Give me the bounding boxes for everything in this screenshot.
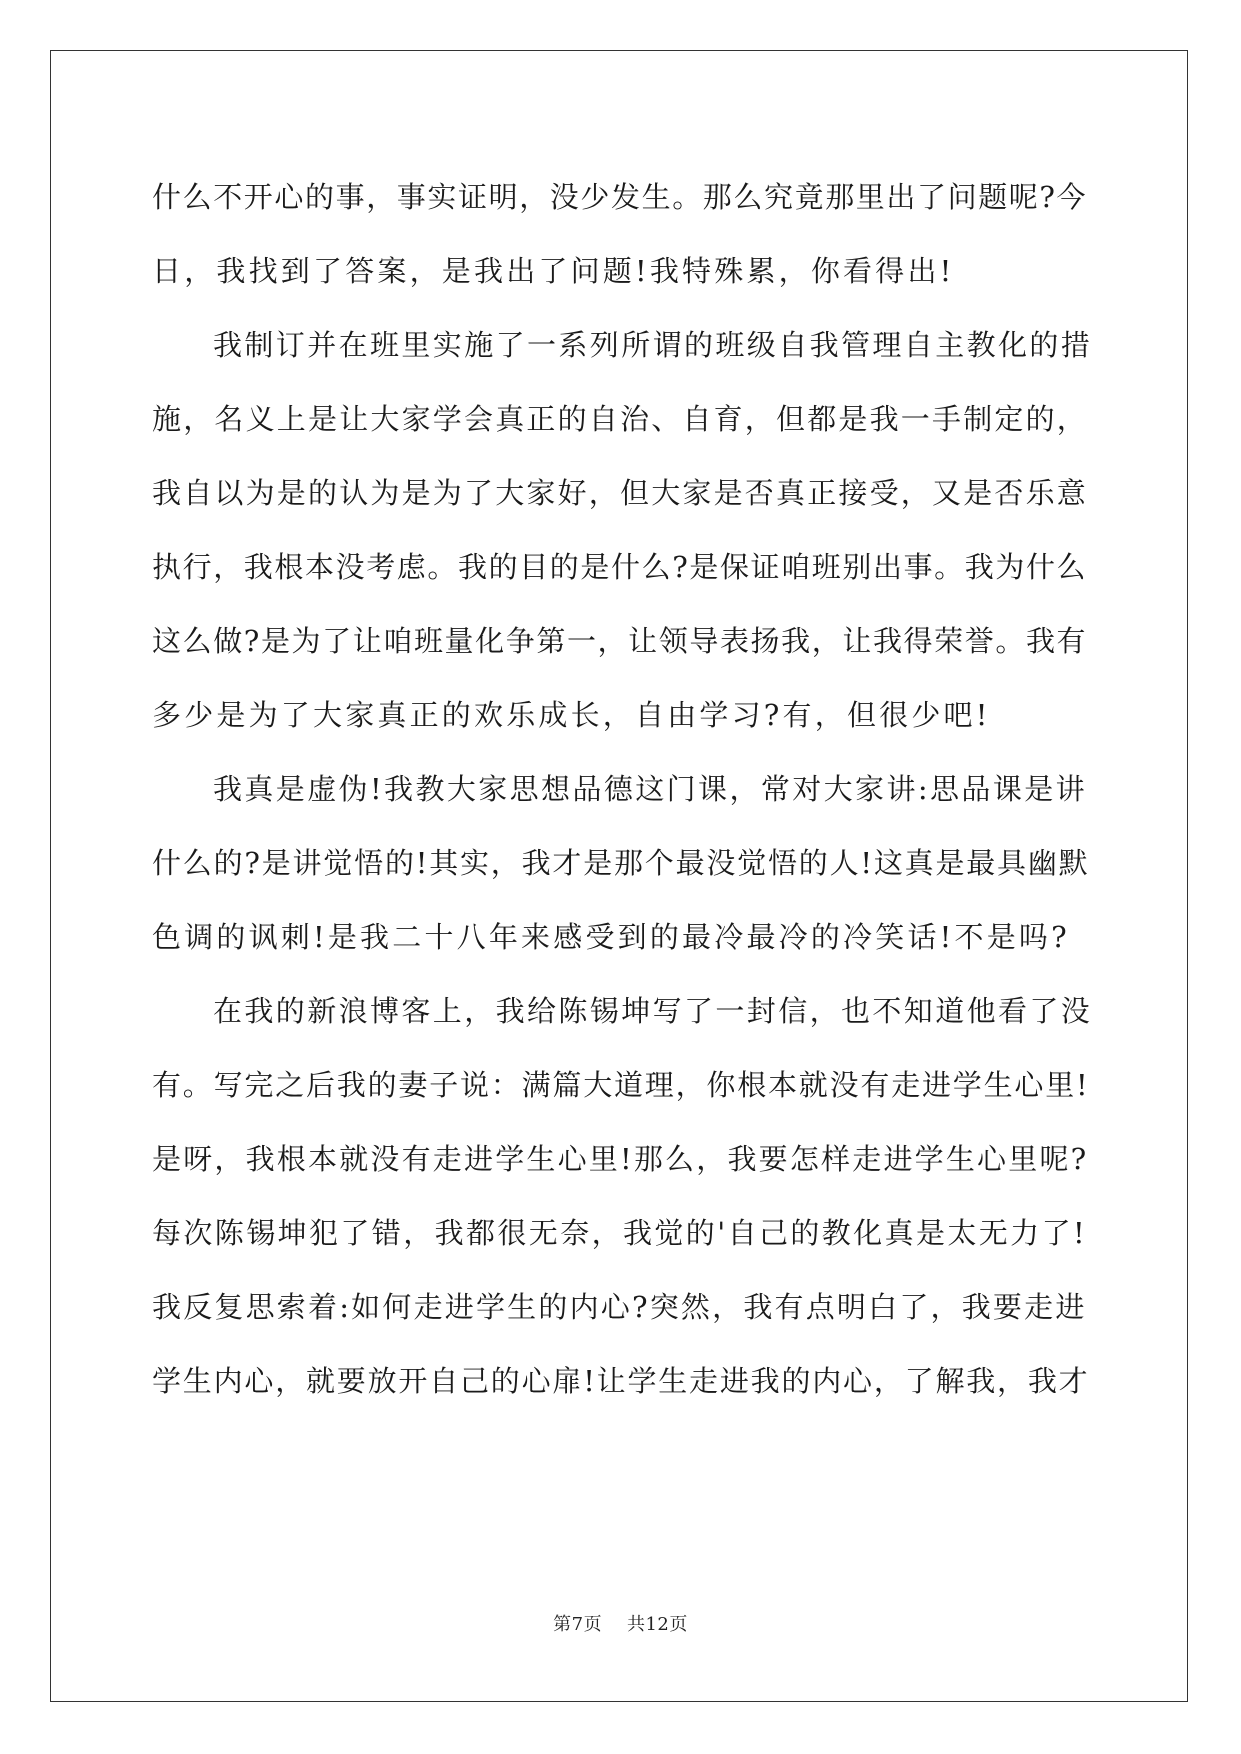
text-line: 执行，我根本没考虑。我的目的是什么?是保证咱班别出事。我为什么 [152,550,1088,584]
text-line: 我制订并在班里实施了一系列所谓的班级自我管理自主教化的措 [213,328,1093,362]
text-line: 这么做?是为了让咱班量化争第一，让领导表扬我，让我得荣誉。我有 [152,624,1088,658]
text-line: 我真是虚伪!我教大家思想品德这门课，常对大家讲:思品课是讲 [213,772,1088,806]
text-line: 有。写完之后我的妻子说：满篇大道理，你根本就没有走进学生心里! [152,1068,1090,1102]
text-line: 色调的讽刺!是我二十八年来感受到的最冷最冷的冷笑话!不是吗? [152,920,1070,954]
text-line: 我自以为是的认为是为了大家好，但大家是否真正接受，又是否乐意 [152,476,1089,510]
text-line: 施，名义上是让大家学会真正的自治、自育，但都是我一手制定的， [152,402,1089,436]
text-line: 什么不开心的事，事实证明，没少发生。那么究竟那里出了问题呢?今 [152,180,1088,214]
document-body [152,160,1092,1418]
footer-separator [602,1614,627,1635]
text-line: 学生内心，就要放开自己的心扉!让学生走进我的内心，了解我，我才 [152,1364,1090,1398]
page-total: 共12页 [626,1614,688,1635]
text-line: 在我的新浪博客上，我给陈锡坤写了一封信，也不知道他看了没 [213,994,1093,1028]
text-line: 多少是为了大家真正的欢乐成长，自由学习?有，但很少吧! [152,698,991,732]
text-line: 什么的?是讲觉悟的!其实，我才是那个最没觉悟的人!这真是最具幽默 [152,846,1090,880]
text-line: 我反复思索着:如何走进学生的内心?突然，我有点明白了，我要走进 [152,1290,1087,1324]
text-line: 是呀，我根本就没有走进学生心里!那么，我要怎样走进学生心里呢? [152,1142,1089,1176]
text-line: 日，我找到了答案，是我出了问题!我特殊累，你看得出! [152,254,955,288]
page-number: 第7页 [553,1614,603,1635]
page-footer [0,1610,1241,1636]
text-line: 每次陈锡坤犯了错，我都很无奈，我觉的'自己的教化真是太无力了! [152,1216,1088,1250]
